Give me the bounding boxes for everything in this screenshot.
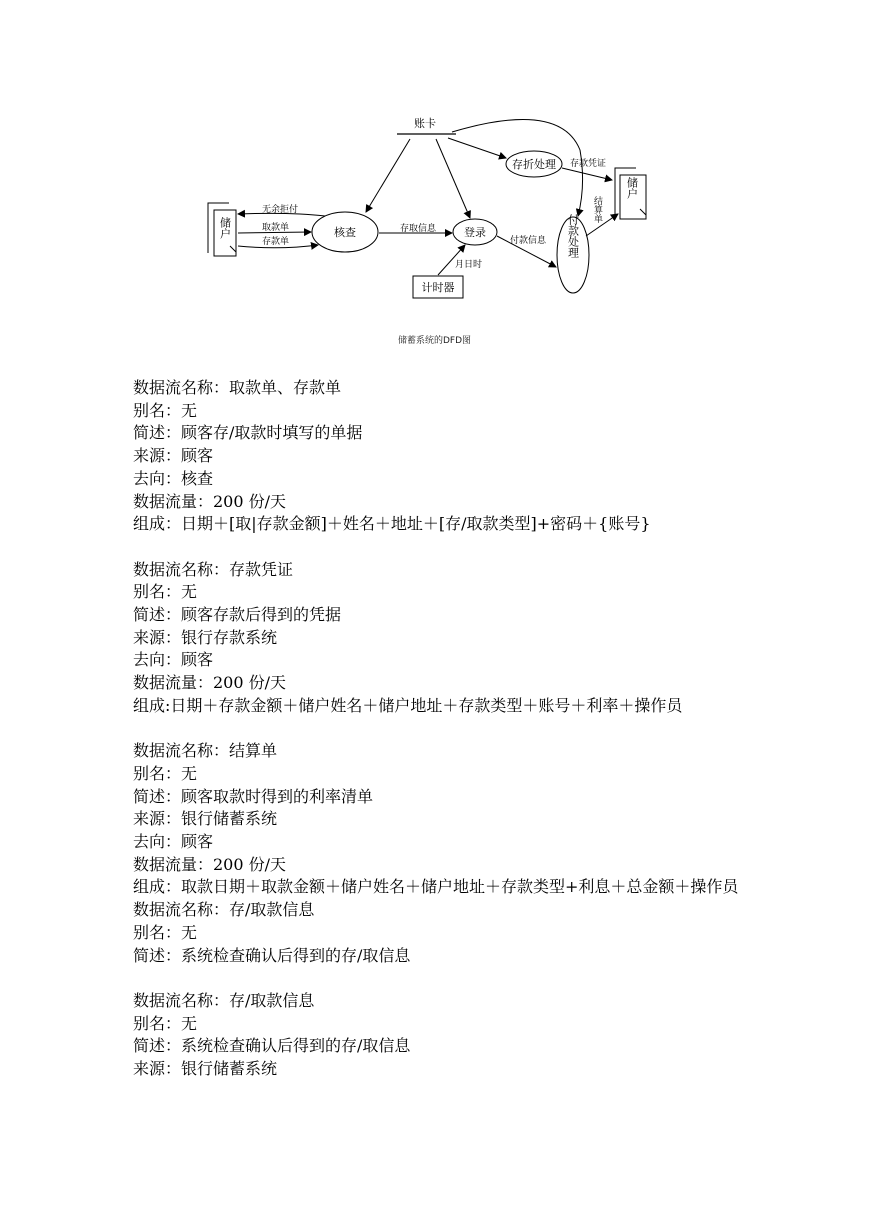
flow-deposit-voucher-line	[562, 168, 612, 180]
text-line: 来源：顾客	[133, 446, 214, 466]
verify-process	[312, 212, 378, 252]
flow-month-day-label: 月日时	[455, 260, 483, 270]
text-line: 数据流名称：结算单	[133, 741, 278, 761]
spacer	[133, 718, 833, 741]
text-line: 简述：顾客取款时得到的利率清单	[133, 786, 374, 806]
text-line: 数据流量：200 份/天	[133, 673, 287, 693]
timer-label: 计时器	[421, 281, 455, 294]
text-line: 别名：无	[133, 400, 198, 420]
dfd-diagram	[0, 0, 869, 340]
text-line: 数据流名称：取款单、存款单	[133, 378, 342, 397]
text-line: 组成：日期＋[取|存款金额]＋姓名＋地址＋[存/取款类型]+密码＋{账号}	[133, 514, 651, 534]
text-line: 去向：顾客	[133, 650, 214, 670]
section-withdraw-deposit-slip	[133, 377, 833, 536]
verify-label: 核查	[334, 226, 356, 239]
section-deposit-voucher	[133, 559, 833, 718]
text-line: 别名：无	[133, 582, 198, 602]
flow-account-register-line	[436, 139, 470, 218]
deposit-process-label: 存折处理	[512, 158, 556, 171]
text-line: 数据流量：200 份/天	[133, 854, 287, 874]
withdraw-process	[557, 213, 589, 293]
account-store	[397, 116, 456, 134]
customer-label-2: 储户	[625, 177, 639, 199]
text-line: 来源：银行存款系统	[133, 627, 278, 647]
flow-withdraw-slip-label: 取款单	[262, 223, 290, 233]
text-line: 来源：银行储蓄系统	[133, 809, 278, 829]
text-line: 数据流量：200 份/天	[133, 491, 287, 511]
flow-deposit-slip-label: 存款单	[262, 237, 290, 247]
text-line: 数据流名称：存/取款信息	[133, 990, 315, 1010]
flow-settlement-label: 结算单	[592, 196, 602, 223]
register-process	[453, 219, 497, 245]
register-label: 登录	[464, 226, 486, 239]
account-store-label: 账卡	[414, 117, 436, 130]
text-line: 简述：系统检查确认后得到的存/取信息	[133, 945, 411, 965]
flow-deposit-voucher-label: 存款凭证	[570, 159, 607, 169]
text-line: 组成:日期＋存款金额＋储户姓名＋储户地址＋存款类型＋账号＋利率＋操作员	[133, 695, 683, 715]
text-line: 简述：顾客存款后得到的凭据	[133, 605, 342, 625]
section-access-info	[133, 990, 833, 1081]
section-settlement	[133, 740, 833, 967]
text-line: 别名：无	[133, 922, 198, 942]
text-line: 组成：取款日期＋取款金额＋储户姓名＋储户地址＋存款类型+利息＋总金额＋操作员	[133, 877, 739, 897]
withdraw-process-label: 付款处理	[566, 214, 580, 258]
text-line: 别名：无	[133, 763, 198, 783]
text-line: 数据流名称：存/取款信息	[133, 900, 315, 920]
text-line: 简述：顾客存/取款时填写的单据	[133, 423, 363, 443]
data-dictionary	[133, 377, 833, 1081]
flow-account-verify-line	[366, 139, 410, 212]
customer-entity	[208, 203, 236, 256]
text-line: 去向：顾客	[133, 832, 214, 852]
text-line: 数据流名称：存款凭证	[133, 559, 294, 579]
spacer	[133, 536, 833, 559]
customer-label-1: 储户	[218, 217, 232, 239]
text-line: 去向：核查	[133, 468, 214, 488]
text-line: 来源：银行储蓄系统	[133, 1059, 278, 1079]
flow-account-deposit-line	[448, 138, 506, 158]
spacer	[133, 967, 833, 990]
flow-settlement-line	[586, 214, 618, 236]
text-line: 简述：系统检查确认后得到的存/取信息	[133, 1036, 411, 1056]
flow-insufficient-label: 无余拒付	[262, 205, 299, 215]
customer-right-entity	[615, 168, 646, 219]
text-line: 别名：无	[133, 1013, 198, 1033]
flow-access-info-label: 存取信息	[400, 224, 437, 234]
flow-payment-info-label: 付款信息	[510, 236, 547, 246]
deposit-process	[506, 151, 562, 177]
timer-entity	[413, 276, 463, 298]
diagram-caption: 储蓄系统的DFD图	[397, 336, 472, 346]
